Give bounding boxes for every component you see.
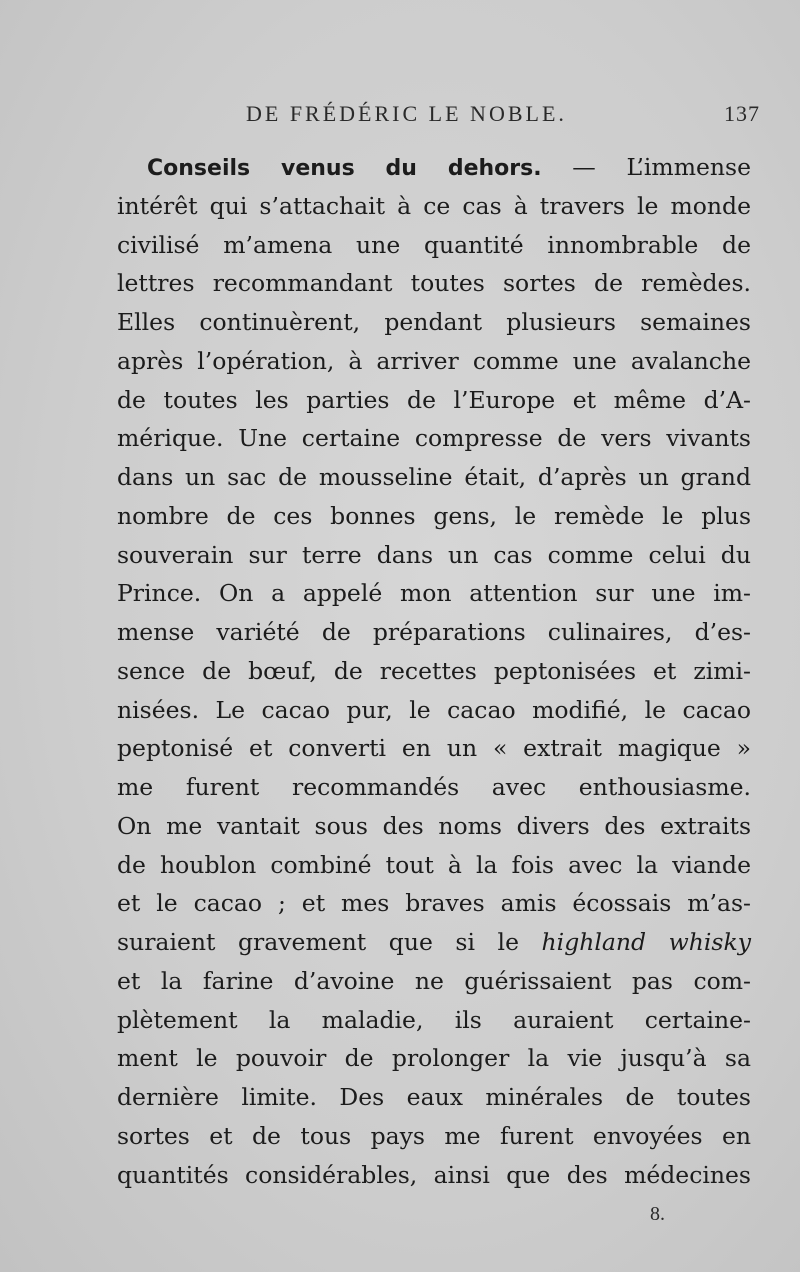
text-line: plètement la maladie, ils auraient certaine- (117, 1005, 751, 1034)
text-line: souverain sur terre dans un cas comme celui du (117, 540, 751, 569)
running-title: DE FRÉDÉRIC LE NOBLE. (246, 101, 567, 126)
running-head (246, 101, 766, 127)
text-line: Prince. On a appelé mon attention sur une im- (117, 579, 751, 608)
text-line: ment le pouvoir de prolonger la vie jusqu’à sa (117, 1044, 751, 1073)
text-line: intérêt qui s’attachait à ce cas à travers le monde (117, 191, 751, 220)
text-line-1 (117, 148, 751, 187)
text-line: me furent recommandés avec enthousiasme. (117, 773, 751, 801)
text-line: de toutes les parties de l’Europe et même d’A- (117, 385, 751, 414)
text-line-with-italic (117, 923, 751, 962)
text-line: On me vantait sous des noms divers des extraits (117, 811, 751, 840)
text-line: sence de bœuf, de recettes peptonisées et zimi- (117, 656, 751, 685)
text-line: dernière limite. Des eaux minérales de toutes (117, 1083, 751, 1111)
signature-mark: 8. (650, 1203, 665, 1225)
text-line: civilisé m’amena une quantité innombrable de (117, 230, 751, 259)
paragraph-heading: Conseils venus du dehors. (147, 156, 542, 181)
text-line: quantités considérables, ainsi que des médecines (117, 1160, 751, 1189)
text-line: sortes et de tous pays me furent envoyées en (117, 1121, 751, 1150)
text-line: après l’opération, à arriver comme une avalanche (117, 346, 751, 375)
text-line: nombre de ces bonnes gens, le remède le plus (117, 501, 751, 530)
text-line: peptonisé et converti en un « extrait magique » (117, 734, 751, 763)
body-text (117, 148, 751, 1194)
italic-phrase: highland whisky (541, 928, 751, 956)
text-line: de houblon combiné tout à la fois avec la viande (117, 850, 751, 879)
text-line: dans un sac de mousseline était, d’après un grand (117, 463, 751, 491)
text-line: Elles continuèrent, pendant plusieurs semaines (117, 308, 751, 336)
text-line: nisées. Le cacao pur, le cacao modifié, le cacao (117, 695, 751, 724)
page-number: 137 (724, 101, 760, 126)
text-line-1-rest: — L’immense (572, 153, 751, 181)
text-line: lettres recommandant toutes sortes de remèdes. (117, 269, 751, 298)
text-line: mense variété de préparations culinaires, d’es- (117, 618, 751, 646)
text-line: et le cacao ; et mes braves amis écossais m’as- (117, 889, 751, 918)
text-line: et la farine d’avoine ne guérissaient pas com- (117, 966, 751, 995)
text-line-start: suraient gravement que si le (117, 928, 519, 956)
text-line: mérique. Une certaine compresse de vers vivants (117, 424, 751, 453)
